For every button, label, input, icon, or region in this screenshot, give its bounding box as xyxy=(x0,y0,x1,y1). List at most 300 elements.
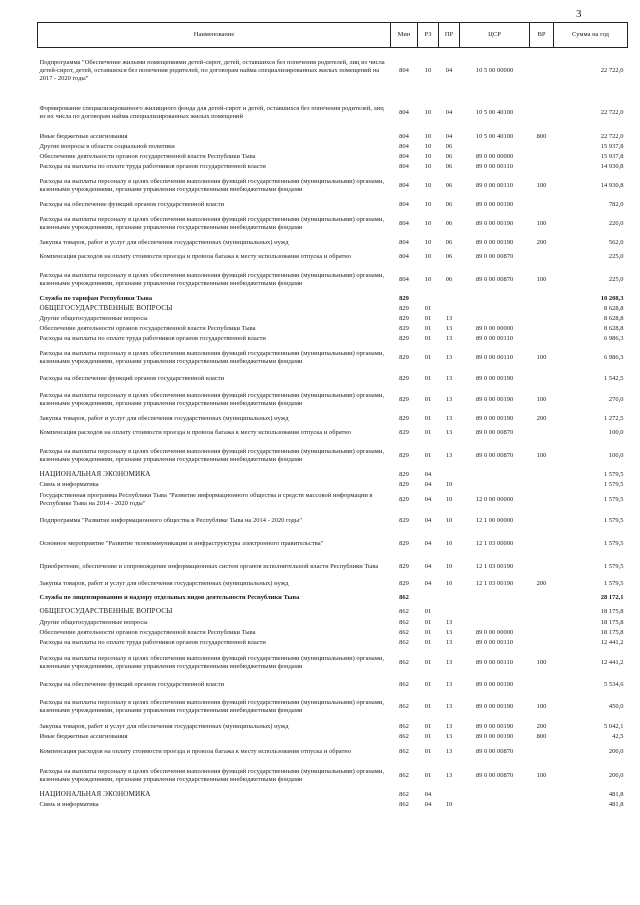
cell-pr: 13 xyxy=(445,747,453,755)
cell-name: Другие вопросы в области социальной политики xyxy=(39,142,175,150)
cell-name: Расходы на выплаты по оплате труда работников органов государственной власти xyxy=(39,334,266,342)
cell-csr xyxy=(460,800,530,810)
cell-min: 829 xyxy=(399,539,409,547)
cell-rz: 10 xyxy=(424,132,432,140)
table-row xyxy=(38,442,628,470)
cell-vr xyxy=(530,248,554,266)
cell-sum: 481,8 xyxy=(608,800,624,808)
cell-min: 829 xyxy=(399,374,409,382)
cell-name: Закупка товаров, работ и услуг для обеспечения государственных (муниципальных) нужд xyxy=(39,238,289,246)
cell-csr: 10 5 00 00000 xyxy=(475,66,514,74)
cell-vr: 200 xyxy=(536,579,547,587)
cell-name: Закупка товаров, работ и услуг для обеспечения государственных (муниципальных) нужд xyxy=(39,722,289,730)
cell-sum: 10 208,3 xyxy=(600,294,624,302)
cell-min: 829 xyxy=(399,414,409,422)
cell-min: 829 xyxy=(399,579,409,587)
cell-csr: 12 1 03 00190 xyxy=(475,562,514,570)
column-header-rz: РЗ xyxy=(418,23,439,48)
cell-vr xyxy=(530,314,554,324)
table-row xyxy=(38,238,628,248)
cell-min: 862 xyxy=(399,607,409,615)
cell-vr xyxy=(530,152,554,162)
cell-min: 829 xyxy=(399,324,409,332)
table-row xyxy=(38,510,628,532)
cell-csr: 89 0 00 00190 xyxy=(475,680,514,688)
table-row xyxy=(38,172,628,200)
cell-rz: 10 xyxy=(424,219,432,227)
cell-rz: 01 xyxy=(424,638,432,646)
cell-min: 804 xyxy=(399,108,409,116)
cell-sum: 8 628,8 xyxy=(604,314,624,322)
cell-rz xyxy=(418,590,439,606)
cell-vr xyxy=(530,490,554,510)
cell-csr: 89 0 00 00000 xyxy=(475,152,514,160)
cell-name: Иные бюджетные ассигнования xyxy=(39,732,128,740)
column-header-name: Наименование xyxy=(38,23,391,48)
cell-rz: 10 xyxy=(424,275,432,283)
cell-min: 804 xyxy=(399,181,409,189)
cell-name: Связь и информатика xyxy=(39,480,99,488)
cell-rz: 01 xyxy=(424,414,432,422)
cell-pr: 13 xyxy=(445,732,453,740)
cell-csr xyxy=(460,314,530,324)
cell-sum: 220,0 xyxy=(608,219,624,227)
page-number: 3 xyxy=(576,8,582,20)
cell-name: Подпрограмма "Обеспечение жилыми помещениями детей-сирот, детей, оставшихся без попечения родителей, лиц из числа детей-сирот, детей, оставшихся без попечения родителей, по договорам найма специализированных жилых помещений на 2017 - 2020 годы" xyxy=(39,59,385,82)
cell-csr: 89 0 00 00190 xyxy=(475,374,514,382)
cell-rz: 01 xyxy=(424,702,432,710)
cell-csr: 12 0 00 00000 xyxy=(475,495,514,503)
cell-sum: 481,8 xyxy=(608,790,624,798)
cell-pr xyxy=(439,294,460,304)
cell-rz: 01 xyxy=(424,680,432,688)
cell-name: Служба по лицензированию и надзору отдельных видов деятельности Республики Тыва xyxy=(39,593,300,601)
cell-name: Расходы на выплаты персоналу в целях обеспечения выполнения функций государственными (муниципальными) органами, казенными учреждениями, органами управления государственными внебюджетными фондами xyxy=(39,349,385,365)
cell-csr: 89 0 00 00190 xyxy=(475,732,514,740)
cell-csr: 89 0 00 00190 xyxy=(475,414,514,422)
cell-pr: 13 xyxy=(445,451,453,459)
cell-sum: 5 042,1 xyxy=(604,722,624,730)
cell-pr: 10 xyxy=(445,480,453,488)
cell-csr xyxy=(460,790,530,800)
cell-sum: 22 722,0 xyxy=(600,108,624,116)
cell-rz: 04 xyxy=(424,562,432,570)
cell-csr: 89 0 00 00110 xyxy=(475,162,514,170)
cell-sum: 6 986,3 xyxy=(604,334,624,342)
cell-vr xyxy=(530,48,554,94)
cell-name: Расходы на выплаты персоналу в целях обеспечения выполнения функций государственными (муниципальными) органами, казенными учреждениями, органами управления государственными внебюджетными фондами xyxy=(39,271,385,287)
cell-csr: 89 0 00 00110 xyxy=(475,334,514,342)
cell-vr xyxy=(530,470,554,480)
cell-rz: 04 xyxy=(424,539,432,547)
cell-sum: 22 722,0 xyxy=(600,66,624,74)
cell-vr xyxy=(530,800,554,810)
cell-vr: 800 xyxy=(536,732,547,740)
cell-pr: 13 xyxy=(445,428,453,436)
cell-sum: 225,0 xyxy=(608,275,624,283)
cell-rz: 01 xyxy=(424,747,432,755)
cell-sum: 15 937,8 xyxy=(600,142,624,150)
cell-name: Компенсация расходов на оплату стоимости проезда и провоза багажа к месту использования отпуска и обратно xyxy=(39,428,352,436)
cell-csr: 89 0 00 00110 xyxy=(475,638,514,646)
table-row xyxy=(38,152,628,162)
cell-sum: 1 542,5 xyxy=(604,374,624,382)
cell-pr: 13 xyxy=(445,722,453,730)
cell-min: 862 xyxy=(399,638,409,646)
cell-min: 862 xyxy=(399,790,409,798)
cell-min: 829 xyxy=(399,314,409,322)
cell-name: Закупка товаров, работ и услуг для обеспечения государственных (муниципальных) нужд xyxy=(39,579,289,587)
cell-pr: 10 xyxy=(445,539,453,547)
cell-vr xyxy=(530,304,554,314)
cell-sum: 22 722,0 xyxy=(600,132,624,140)
cell-min: 829 xyxy=(399,294,409,302)
cell-name: Расходы на выплаты персоналу в целях обеспечения выполнения функций государственными (муниципальными) органами, казенными учреждениями, органами управления государственными внебюджетными фондами xyxy=(39,698,385,714)
cell-sum: 1 579,5 xyxy=(604,562,624,570)
cell-pr: 13 xyxy=(445,314,453,322)
cell-vr: 200 xyxy=(536,722,547,730)
cell-pr: 06 xyxy=(445,142,453,150)
cell-pr: 10 xyxy=(445,562,453,570)
cell-vr xyxy=(530,532,554,556)
cell-name: Расходы на обеспечение функций органов государственной власти xyxy=(39,200,225,208)
cell-sum: 225,0 xyxy=(608,252,624,260)
cell-name: Обеспечение деятельности органов государственной власти Республики Тыва xyxy=(39,628,256,636)
cell-rz: 04 xyxy=(424,579,432,587)
table-row xyxy=(38,132,628,142)
cell-min: 804 xyxy=(399,275,409,283)
cell-pr xyxy=(439,304,460,314)
cell-rz: 01 xyxy=(424,732,432,740)
table-row xyxy=(38,94,628,132)
table-row xyxy=(38,606,628,618)
cell-vr xyxy=(530,628,554,638)
cell-min: 862 xyxy=(399,747,409,755)
cell-vr xyxy=(530,94,554,132)
cell-csr: 89 0 00 00110 xyxy=(475,181,514,189)
cell-rz: 01 xyxy=(424,451,432,459)
cell-csr: 89 0 00 00870 xyxy=(475,428,514,436)
cell-pr: 13 xyxy=(445,374,453,382)
table-row xyxy=(38,48,628,94)
cell-csr: 89 0 00 00190 xyxy=(475,722,514,730)
cell-csr: 89 0 00 00000 xyxy=(475,324,514,332)
cell-rz xyxy=(418,294,439,304)
table-row xyxy=(38,742,628,762)
table-row xyxy=(38,480,628,490)
cell-sum: 42,5 xyxy=(612,732,624,740)
cell-vr: 100 xyxy=(536,275,547,283)
cell-csr xyxy=(460,606,530,618)
cell-rz: 10 xyxy=(424,181,432,189)
cell-rz: 04 xyxy=(424,470,432,478)
cell-pr: 04 xyxy=(445,108,453,116)
table-row xyxy=(38,386,628,414)
cell-pr: 13 xyxy=(445,395,453,403)
cell-csr: 12 1 00 00000 xyxy=(475,516,514,524)
cell-pr: 10 xyxy=(445,516,453,524)
cell-pr: 04 xyxy=(445,132,453,140)
column-header-csr: ЦСР xyxy=(460,23,530,48)
cell-min: 804 xyxy=(399,219,409,227)
cell-sum: 100,0 xyxy=(608,428,624,436)
cell-name: Расходы на выплаты персоналу в целях обеспечения выполнения функций государственными (муниципальными) органами, казенными учреждениями, органами управления государственными внебюджетными фондами xyxy=(39,215,385,231)
cell-vr: 200 xyxy=(536,414,547,422)
cell-min: 862 xyxy=(399,722,409,730)
cell-vr xyxy=(530,638,554,648)
cell-name: Расходы на выплаты персоналу в целях обеспечения выполнения функций государственными (муниципальными) органами, казенными учреждениями, органами управления государственными внебюджетными фондами xyxy=(39,654,385,670)
cell-name: Другие общегосударственные вопросы xyxy=(39,314,148,322)
cell-csr: 89 0 00 00000 xyxy=(475,628,514,636)
cell-min: 804 xyxy=(399,200,409,208)
cell-rz: 10 xyxy=(424,66,432,74)
table-row xyxy=(38,692,628,722)
cell-name: Расходы на выплаты персоналу в целях обеспечения выполнения функций государственными (муниципальными) органами, казенными учреждениями, органами управления государственными внебюджетными фондами xyxy=(39,391,385,407)
cell-min: 829 xyxy=(399,495,409,503)
cell-min: 862 xyxy=(399,593,409,601)
cell-pr: 06 xyxy=(445,200,453,208)
cell-name: Расходы на обеспечение функций органов государственной власти xyxy=(39,374,225,382)
table-row xyxy=(38,304,628,314)
cell-rz: 04 xyxy=(424,480,432,488)
table-row xyxy=(38,414,628,424)
cell-sum: 18 175,8 xyxy=(600,618,624,626)
column-header-min: Мин xyxy=(391,23,418,48)
cell-rz: 10 xyxy=(424,142,432,150)
table-row xyxy=(38,490,628,510)
column-header-vr: ВР xyxy=(530,23,554,48)
cell-min: 862 xyxy=(399,658,409,666)
cell-vr xyxy=(530,200,554,210)
cell-pr: 10 xyxy=(445,800,453,808)
cell-csr xyxy=(460,480,530,490)
table-row xyxy=(38,556,628,578)
cell-pr: 10 xyxy=(445,579,453,587)
cell-sum: 14 930,8 xyxy=(600,181,624,189)
cell-pr: 06 xyxy=(445,252,453,260)
cell-vr xyxy=(530,590,554,606)
cell-min: 804 xyxy=(399,132,409,140)
cell-min: 862 xyxy=(399,771,409,779)
cell-name: Расходы на выплаты по оплате труда работников органов государственной власти xyxy=(39,638,266,646)
cell-csr xyxy=(460,590,530,606)
cell-name: ОБЩЕГОСУДАРСТВЕННЫЕ ВОПРОСЫ xyxy=(39,607,173,616)
cell-pr: 13 xyxy=(445,638,453,646)
cell-csr: 10 5 00 40100 xyxy=(475,132,514,140)
cell-sum: 8 628,8 xyxy=(604,304,624,312)
table-row xyxy=(38,638,628,648)
cell-rz: 04 xyxy=(424,495,432,503)
cell-csr xyxy=(460,294,530,304)
cell-name: Расходы на выплаты персоналу в целях обеспечения выполнения функций государственными (муниципальными) органами, казенными учреждениями, органами управления государственными внебюджетными фондами xyxy=(39,447,385,463)
cell-vr xyxy=(530,424,554,442)
cell-rz: 01 xyxy=(424,314,432,322)
cell-csr: 89 0 00 00870 xyxy=(475,252,514,260)
cell-vr: 100 xyxy=(536,771,547,779)
cell-vr xyxy=(530,510,554,532)
cell-name: НАЦИОНАЛЬНАЯ ЭКОНОМИКА xyxy=(39,790,151,799)
table-row xyxy=(38,590,628,606)
cell-rz: 01 xyxy=(424,324,432,332)
cell-min: 804 xyxy=(399,238,409,246)
table-row xyxy=(38,618,628,628)
cell-min: 804 xyxy=(399,252,409,260)
cell-name: НАЦИОНАЛЬНАЯ ЭКОНОМИКА xyxy=(39,470,151,479)
cell-min: 829 xyxy=(399,562,409,570)
cell-sum: 1 272,5 xyxy=(604,414,624,422)
cell-min: 829 xyxy=(399,304,409,312)
cell-pr xyxy=(439,470,460,480)
cell-pr: 13 xyxy=(445,353,453,361)
table-row xyxy=(38,532,628,556)
cell-sum: 5 534,6 xyxy=(604,680,624,688)
budget-table xyxy=(37,22,628,810)
cell-name: Иные бюджетные ассигнования xyxy=(39,132,128,140)
cell-vr: 100 xyxy=(536,395,547,403)
cell-sum: 200,0 xyxy=(608,747,624,755)
table-row xyxy=(38,314,628,324)
cell-min: 829 xyxy=(399,516,409,524)
cell-min: 829 xyxy=(399,451,409,459)
cell-pr: 13 xyxy=(445,324,453,332)
cell-rz: 01 xyxy=(424,353,432,361)
cell-vr: 100 xyxy=(536,702,547,710)
cell-sum: 6 986,3 xyxy=(604,353,624,361)
table-row xyxy=(38,344,628,372)
cell-min: 829 xyxy=(399,395,409,403)
cell-pr: 10 xyxy=(445,495,453,503)
cell-rz: 01 xyxy=(424,658,432,666)
cell-csr xyxy=(460,618,530,628)
cell-csr xyxy=(460,142,530,152)
table-row xyxy=(38,210,628,238)
cell-rz: 10 xyxy=(424,152,432,160)
cell-vr xyxy=(530,334,554,344)
cell-rz: 01 xyxy=(424,628,432,636)
cell-name: Обеспечение деятельности органов государственной власти Республики Тыва xyxy=(39,324,256,332)
table-row xyxy=(38,678,628,692)
cell-rz: 10 xyxy=(424,162,432,170)
cell-csr xyxy=(460,304,530,314)
cell-vr xyxy=(530,372,554,386)
cell-vr xyxy=(530,678,554,692)
cell-sum: 12 441,2 xyxy=(600,658,624,666)
table-row xyxy=(38,162,628,172)
cell-name: Закупка товаров, работ и услуг для обеспечения государственных (муниципальных) нужд xyxy=(39,414,289,422)
cell-csr: 10 5 00 40100 xyxy=(475,108,514,116)
cell-min: 862 xyxy=(399,800,409,808)
table-row xyxy=(38,648,628,678)
cell-vr: 100 xyxy=(536,181,547,189)
cell-pr: 13 xyxy=(445,618,453,626)
cell-csr: 89 0 00 00870 xyxy=(475,747,514,755)
cell-pr: 13 xyxy=(445,771,453,779)
cell-name: Компенсация расходов на оплату стоимости проезда и провоза багажа к месту использования отпуска и обратно xyxy=(39,747,352,755)
cell-rz: 04 xyxy=(424,800,432,808)
table-row xyxy=(38,372,628,386)
cell-pr: 06 xyxy=(445,219,453,227)
cell-name: Обеспечение деятельности органов государственной власти Республики Тыва xyxy=(39,152,256,160)
cell-min: 862 xyxy=(399,680,409,688)
cell-name: Компенсация расходов на оплату стоимости проезда и провоза багажа к месту использования отпуска и обратно xyxy=(39,252,352,260)
cell-vr: 100 xyxy=(536,658,547,666)
cell-sum: 1 579,5 xyxy=(604,516,624,524)
cell-sum: 450,0 xyxy=(608,702,624,710)
table-row xyxy=(38,266,628,294)
cell-pr: 06 xyxy=(445,275,453,283)
cell-rz: 01 xyxy=(424,334,432,342)
table-row xyxy=(38,334,628,344)
cell-vr xyxy=(530,618,554,628)
cell-sum: 18 175,8 xyxy=(600,607,624,615)
cell-csr: 12 1 03 00190 xyxy=(475,579,514,587)
table-row xyxy=(38,732,628,742)
cell-rz: 10 xyxy=(424,108,432,116)
cell-sum: 18 175,8 xyxy=(600,628,624,636)
cell-vr xyxy=(530,606,554,618)
cell-name: Основное мероприятие "Развитие телекоммуникации и инфраструктуры электронного правительства" xyxy=(39,539,324,547)
cell-pr: 04 xyxy=(445,66,453,74)
cell-rz: 01 xyxy=(424,428,432,436)
cell-name: Служба по тарифам Республики Тыва xyxy=(39,294,153,302)
cell-sum: 8 628,8 xyxy=(604,324,624,332)
cell-csr: 89 0 00 00190 xyxy=(475,200,514,208)
cell-rz: 10 xyxy=(424,238,432,246)
cell-csr: 89 0 00 00190 xyxy=(475,702,514,710)
cell-rz: 01 xyxy=(424,771,432,779)
cell-sum: 1 579,5 xyxy=(604,480,624,488)
cell-min: 804 xyxy=(399,152,409,160)
cell-pr: 06 xyxy=(445,238,453,246)
cell-rz: 01 xyxy=(424,304,432,312)
cell-vr: 100 xyxy=(536,451,547,459)
cell-rz: 01 xyxy=(424,395,432,403)
cell-vr: 800 xyxy=(536,132,547,140)
cell-sum: 14 930,8 xyxy=(600,162,624,170)
table-row xyxy=(38,324,628,334)
cell-sum: 1 579,5 xyxy=(604,495,624,503)
cell-vr xyxy=(530,480,554,490)
cell-rz: 04 xyxy=(424,516,432,524)
cell-pr xyxy=(439,606,460,618)
cell-rz: 01 xyxy=(424,722,432,730)
cell-name: Расходы на выплаты персоналу в целях обеспечения выполнения функций государственными (муниципальными) органами, казенными учреждениями, органами управления государственными внебюджетными фондами xyxy=(39,767,385,783)
cell-vr xyxy=(530,556,554,578)
cell-pr: 13 xyxy=(445,334,453,342)
table-row xyxy=(38,248,628,266)
table-row xyxy=(38,142,628,152)
cell-vr xyxy=(530,294,554,304)
cell-min: 862 xyxy=(399,618,409,626)
cell-pr: 13 xyxy=(445,658,453,666)
cell-vr xyxy=(530,142,554,152)
cell-sum: 100,0 xyxy=(608,451,624,459)
cell-csr: 89 0 00 00190 xyxy=(475,395,514,403)
cell-csr: 89 0 00 00190 xyxy=(475,219,514,227)
cell-csr: 12 1 03 00000 xyxy=(475,539,514,547)
cell-csr: 89 0 00 00870 xyxy=(475,451,514,459)
cell-pr: 06 xyxy=(445,181,453,189)
table-body xyxy=(38,48,628,810)
cell-pr xyxy=(439,790,460,800)
table-row xyxy=(38,762,628,790)
table-row xyxy=(38,722,628,732)
cell-name: Приобретение, обеспечение и сопровождение информационных систем органов исполнительной власти Республики Тыва xyxy=(39,562,379,570)
cell-sum: 562,0 xyxy=(608,238,624,246)
cell-sum: 1 579,5 xyxy=(604,470,624,478)
cell-name: Подпрограмма "Развитие информационного общества в Республике Тыва на 2014 - 2020 годы" xyxy=(39,516,302,524)
table-row xyxy=(38,200,628,210)
